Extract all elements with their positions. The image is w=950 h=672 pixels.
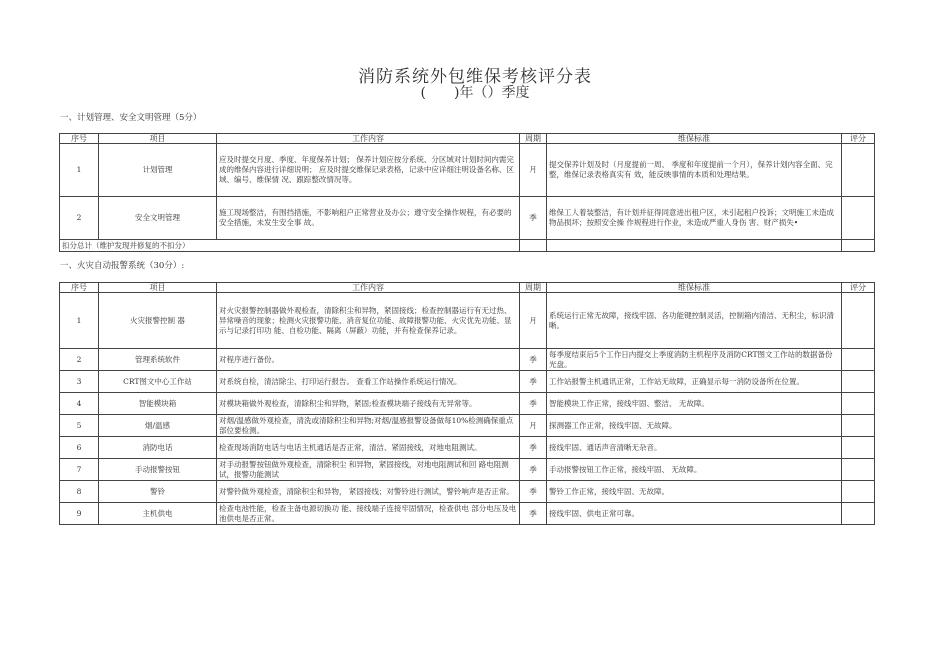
row-item: 警铃 [99, 481, 217, 503]
column-header-item: 项目 [99, 283, 217, 293]
deduction-total-label: 扣分总计（维护发现并修复的不扣分） [60, 240, 520, 252]
row-score-cell[interactable] [842, 197, 875, 240]
row-cycle: 季 [520, 371, 547, 393]
column-header-item: 项目 [99, 134, 217, 144]
table-header-row [60, 283, 875, 293]
row-item: CRT图文中心工作站 [99, 371, 217, 393]
column-header-no: 序号 [60, 134, 99, 144]
row-item: 消防电话 [99, 437, 217, 459]
row-no: 4 [60, 393, 99, 415]
row-content: 对手动报警按钮做外观检查，清除积尘 和异物，紧固接线，对地电阻测试和回 路电阻测试，报警功能测试 [217, 459, 520, 481]
section2-heading: 一、火灾自动报警系统（30分）: [60, 261, 185, 271]
row-no: 1 [60, 144, 99, 197]
page-subtitle: ( )年（）季度 [420, 85, 530, 101]
table-row [60, 197, 875, 240]
row-cycle: 月 [520, 144, 547, 197]
row-item: 安全文明管理 [99, 197, 217, 240]
row-score-cell[interactable] [842, 481, 875, 503]
row-no: 6 [60, 437, 99, 459]
page-title: 消防系统外包维保考核评分表 [358, 67, 592, 87]
column-header-content: 工作内容 [217, 134, 520, 144]
row-item: 主机供电 [99, 503, 217, 525]
row-score-cell[interactable] [842, 459, 875, 481]
column-header-score: 评分 [842, 283, 875, 293]
footer-empty-standard [547, 240, 842, 252]
row-item: 火灾报警控制 器 [99, 293, 217, 349]
row-content: 对系统自检，清洁除尘、打印运行报告。 查看工作站操作系统运行情况。 [217, 371, 520, 393]
row-item: 管理系统软件 [99, 349, 217, 371]
column-header-score: 评分 [842, 134, 875, 144]
column-header-standard: 维保标准 [547, 283, 842, 293]
column-header-standard: 维保标准 [547, 134, 842, 144]
row-standard: 智能模块工作正常，接线牢固、整洁、 无故障。 [547, 393, 842, 415]
row-item: 智能模块箱 [99, 393, 217, 415]
row-content: 对模块箱做外观检查，清除积尘和异物，紧固;检查模块端子接线有无异常等。 [217, 393, 520, 415]
row-score-cell[interactable] [842, 503, 875, 525]
row-score-cell[interactable] [842, 437, 875, 459]
evaluation-table-plan [59, 133, 875, 252]
row-no: 3 [60, 371, 99, 393]
row-cycle: 月 [520, 293, 547, 349]
table-row [60, 393, 875, 415]
table-row [60, 481, 875, 503]
row-item: 手动报警按钮 [99, 459, 217, 481]
table-row [60, 144, 875, 197]
row-no: 7 [60, 459, 99, 481]
row-content: 检查现场消防电话与电话主机通话是否正常，清洁、紧固接线，对地电阻测试。 [217, 437, 520, 459]
row-score-cell[interactable] [842, 349, 875, 371]
column-header-no: 序号 [60, 283, 99, 293]
section1-heading: 一、计划管理、安全文明管理（5分） [60, 113, 202, 123]
table-row [60, 371, 875, 393]
deduction-total-score[interactable] [842, 240, 875, 252]
row-score-cell[interactable] [842, 144, 875, 197]
row-score-cell[interactable] [842, 371, 875, 393]
row-content: 对烟/温感做外观检查，清洗或清除积尘和异物;对烟/温感报警设备做每10%检测确保重点部位要检测。 [217, 415, 520, 437]
table-header-row [60, 134, 875, 144]
row-cycle: 季 [520, 459, 547, 481]
table-row [60, 503, 875, 525]
row-content: 对火灾报警控制器做外观检查，清除积尘和异物，紧固接线；检查控制器运行有无过热、异常噪音的现象；检测火灾报警功能、消音复位功能、故障报警功能、火灾优先功能、显示与记录打印功 能、自检功能、隔离（屏蔽）功能，并有检查保养记录。 [217, 293, 520, 349]
row-standard: 接线牢固、供电正常可靠。 [547, 503, 842, 525]
row-content: 对警铃做外观检查，清除积尘和异物， 紧固接线；对警铃进行测试，警铃响声是否正常。 [217, 481, 520, 503]
row-cycle: 季 [520, 349, 547, 371]
row-standard: 手动报警按钮工作正常，接线牢固、 无故障。 [547, 459, 842, 481]
row-standard: 维保工人着装整洁，有计划并征得同意进出租户区，未引起租户投诉；文明施工未造成物品损坏；按照安全操 作规程进行作业，未造成严重人身伤 害、财产损失• [547, 197, 842, 240]
row-cycle: 季 [520, 437, 547, 459]
row-no: 5 [60, 415, 99, 437]
row-score-cell[interactable] [842, 415, 875, 437]
row-cycle: 季 [520, 393, 547, 415]
row-content: 对程序进行备份。 [217, 349, 520, 371]
footer-empty-cycle [520, 240, 547, 252]
row-score-cell[interactable] [842, 293, 875, 349]
column-header-content: 工作内容 [217, 283, 520, 293]
row-item: 计划管理 [99, 144, 217, 197]
table-row [60, 459, 875, 481]
row-standard: 每季度结束后5个工作日内提交上季度消防主机程序及消防CRT图文工作站的数据备份光盘。 [547, 349, 842, 371]
row-content: 施工现场整洁，有围挡措施，不影响租户正常营业及办公；遵守安全操作规程，有必要的安全措施，未发生安全事 故。 [217, 197, 520, 240]
row-cycle: 季 [520, 481, 547, 503]
row-no: 8 [60, 481, 99, 503]
table-footer-row [60, 240, 875, 252]
table-row [60, 349, 875, 371]
row-standard: 接线牢固、通话声音清晰无杂音。 [547, 437, 842, 459]
table-row [60, 293, 875, 349]
row-content: 应及时提交月度、季度、年度保养计划； 保养计划应按分系统、分区域对计划时间内需完成的维保内容进行详细说明； 应及时提交维保记录表格，记录中应详细注明设备名称、区域、编号、维保情 况、跟踪整改情况等。 [217, 144, 520, 197]
column-header-cycle: 周期 [520, 283, 547, 293]
row-standard: 工作站报警主机通讯正常，工作站无故障，正确显示每一消防设备所在位置。 [547, 371, 842, 393]
row-content: 检查电池性能，检查主备电源切换功 能、接线端子连接牢固情况，检查供电 部分电压及电池供电是否正常。 [217, 503, 520, 525]
row-standard: 系统运行正常无故障，接线牢固、各功能键控制灵活，控制箱内清洁、无积尘，标识清晰。 [547, 293, 842, 349]
table-row [60, 437, 875, 459]
row-no: 1 [60, 293, 99, 349]
evaluation-table-fire-alarm [59, 282, 875, 525]
row-no: 9 [60, 503, 99, 525]
row-standard: 警铃工作正常，接线牢固、无故障。 [547, 481, 842, 503]
row-standard: 探测器工作正常，接线牢固、无故障。 [547, 415, 842, 437]
row-score-cell[interactable] [842, 393, 875, 415]
column-header-cycle: 周期 [520, 134, 547, 144]
row-no: 2 [60, 349, 99, 371]
table-row [60, 415, 875, 437]
row-no: 2 [60, 197, 99, 240]
row-standard: 提交保养计划及时（月度提前一周、 季度和年度提前一个月），保养计划内容全面、完整，维保记录表格真实有 效，能反映事情的本质和处理结果。 [547, 144, 842, 197]
row-item: 烟/温感 [99, 415, 217, 437]
row-cycle: 月 [520, 415, 547, 437]
row-cycle: 季 [520, 197, 547, 240]
row-cycle: 季 [520, 503, 547, 525]
